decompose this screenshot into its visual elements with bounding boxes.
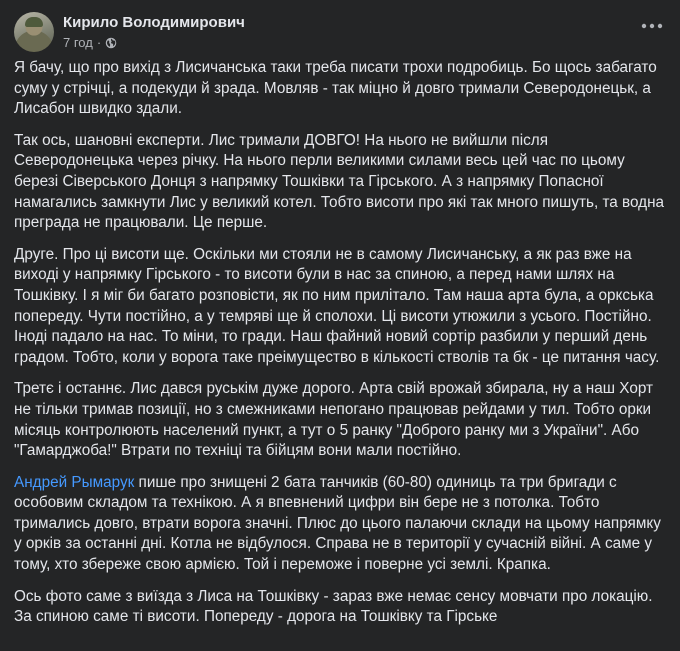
post-subline	[63, 34, 245, 52]
post-paragraph: Третє і останнє. Лис дався руськім дуже дорого. Арта свій врожай збирала, ну а наш Хорт не тільки тримав позиції, но з смежниками непогано працював рейдами у тил. Тобто орки місяць контролюють населений пункт, а тут о 5 ранку "Доброго ранку ми з України". Або "Гамарджоба!" Втрати по техніці та бійцям вони мали постійно.	[14, 380, 654, 460]
post-paragraph: Я бачу, що про вихід з Лисичанська таки треба писати трохи подробиць. Бо щось забагато суму у стрічці, а подекуди й зрада. Мовляв - так міцно й довго тримали Северодонецьк, а Лисабон швидко здали.	[14, 59, 657, 118]
avatar[interactable]	[14, 12, 54, 52]
post-timestamp[interactable]: 7 год	[63, 35, 93, 50]
author-name[interactable]: Кирило Володимирович	[63, 14, 245, 31]
post-paragraph: Ось фото саме з виїзда з Лиса на Тошківку - зараз вже немає сенсу мовчати про локацію. За спиною саме ті висоти. Попереду - дорога на Тошківку та Гірське	[14, 587, 653, 626]
post-paragraph-text: пише про знищені 2 бата танчиків (60-80) одиниць та три бригади с особовим складом та технікою. А я впевнений цифри він бере не з потолка. Тобто тримались довго, втрати ворога значні. Плюс до цього палаючи склади на цьому напрямку у орків за останні дні. Котла не відбулося. Справа не в території у сучасній війні. А саме у тому, хто збереже свою армією. Той і переможе і поверне усі землі. Крапка.	[14, 473, 661, 574]
post-meta	[63, 12, 245, 52]
more-horizontal-icon[interactable]	[640, 20, 664, 32]
post-paragraph: Так ось, шановні експерти. Лис тримали ДОВГО! На нього не вийшли після Северодонецька через річку. На нього перли великими силами весь цей час по цьому березі Сіверського Донця з напрямку Тошківки та Гірського. А з напрямку Попасної намагались замкнути Лис у великий котел. Тобто висоти про які так много пишуть, та водна преграда не працювали. Це перше.	[14, 131, 665, 232]
post-text	[14, 58, 670, 639]
avatar-helmet	[25, 17, 43, 27]
separator-dot: ·	[96, 35, 102, 50]
mention-link[interactable]: Андрей Рымарук	[14, 473, 135, 491]
post-paragraph: Друге. Про ці висоти ще. Оскільки ми стояли не в самому Лисичанську, а як раз вже на виході у напрямку Гірського - то висоти були в нас за спиною, а перед нами шлях на Тошківку. І я міг би багато розповісти, як по ним прилітало. Там наша арта була, а оркська попереду. Чути постійно, а у темряві ще й сполохи. Ці висоти утюжили з усього. Постійно. Іноді падало на нас. То міни, то гради. Наш файний новий сортір разбили у перший день градом. Тобто, коли у ворога таке преімущество в кількості стволів та бк - це питання часу.	[14, 245, 660, 366]
post-paragraph	[14, 473, 670, 576]
post-header	[14, 12, 666, 52]
globe-icon	[105, 37, 117, 49]
